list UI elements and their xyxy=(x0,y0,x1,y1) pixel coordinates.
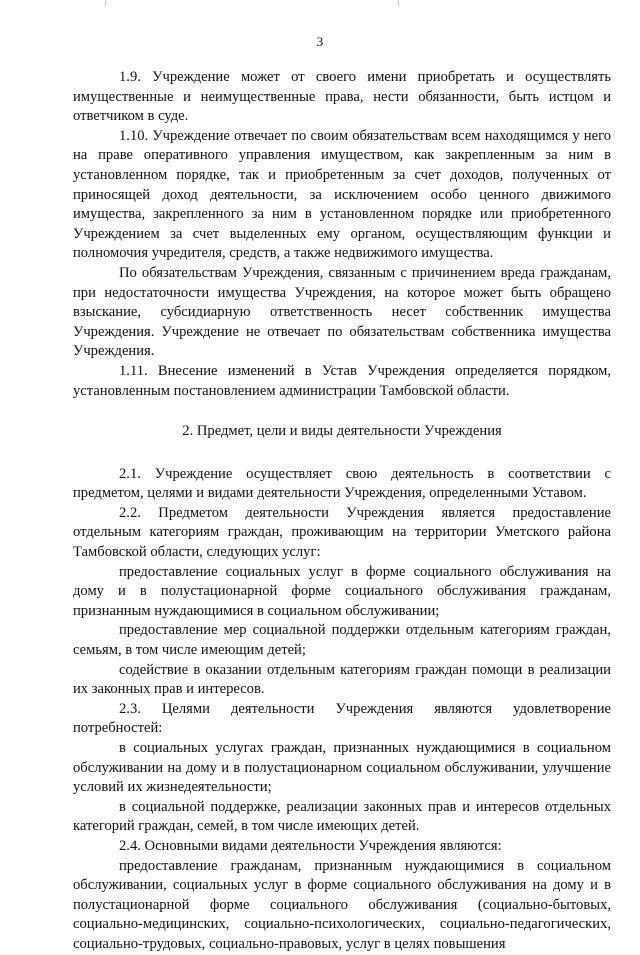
paragraph-2-2: 2.2. Предметом деятельности Учреждения является предоставление отдельным категориям граждан, проживающим на территории Уметского района Тамбовской области, следующих услуг: xyxy=(73,504,611,561)
list-item-assistance: содействие в оказании отдельным категориям граждан помощи в реализации их законных прав и интересов. xyxy=(73,661,611,698)
paragraph-1-10: 1.10. Учреждение отвечает по своим обязательствам всем находящимся у него на праве оперативного управления имуществом, как закрепленным за ним в установленном порядке, так и приобретенным за счет доходов, полученных от приносящей доход деятельности, за исключением особо ценного движимого имущества, закрепленного за ним в установленном порядке или приобретенного Учреждением за счет выделенных ему органом, осуществляющим функции и полномочия учредителя, средств, а также недвижимого имущества. xyxy=(73,127,611,262)
paragraph-subsidiary-liability: По обязательствам Учреждения, связанным с причинением вреда гражданам, при недостаточности имущества Учреждения, на которое может быть обращено взыскание, субсидиарную ответственность несет собственник имущества Учреждения. Учреждение не отвечает по обязательствам собственника имущества Учреждения. xyxy=(73,264,611,360)
section-heading: 2. Предмет, цели и виды деятельности Учреждения xyxy=(182,423,502,440)
list-item-support-measures: предоставление мер социальной поддержки отдельным категориям граждан, семьям, в том числе имеющим детей; xyxy=(73,622,611,659)
list-item-main-activity: предоставление гражданам, признанным нуждающимися в социальном обслуживании, социальных услуг в форме социального обслуживания на дому и в полустационарной форме социального обслуживания (социально-бытовых, социально-медицинских, социально-психологических, социально-педагогических, социально-трудовых, социально-правовых, услуг в целях повышения xyxy=(73,857,611,952)
list-item-social-services: предоставление социальных услуг в форме социального обслуживания на дому и в полустационарной форме социального обслуживания гражданам, признанным нуждающимися в социальном обслуживании; xyxy=(73,563,611,619)
paragraph-1-9: 1.9. Учреждение может от своего имени приобретать и осуществлять имущественные и неимущественные права, нести обязанности, быть истцом и ответчиком в суде. xyxy=(73,69,611,125)
paragraph-1-11: 1.11. Внесение изменений в Устав Учреждения определяется порядком, установленным постановлением администрации Тамбовской области. xyxy=(73,362,611,399)
document-body xyxy=(73,68,611,955)
list-item-social-services-needs: в социальных услугах граждан, признанных нуждающимися в социальном обслуживании на дому и в полустационарном социальном обслуживании, улучшение условий их жизнедеятельности; xyxy=(73,740,611,796)
paragraph-2-4: 2.4. Основными видами деятельности Учреждения являются: xyxy=(119,837,502,854)
paragraph-2-3: 2.3. Целями деятельности Учреждения являются удовлетворение потребностей: xyxy=(73,700,611,737)
page-number: 3 xyxy=(316,34,324,49)
paragraph-2-1: 2.1. Учреждение осуществляет свою деятельность в соответствии с предметом, целями и видами деятельности Учреждения, определенными Уставом. xyxy=(73,465,611,502)
scan-mark xyxy=(398,0,399,6)
list-item-social-support-needs: в социальной поддержке, реализации законных прав и интересов отдельных категорий граждан, семей, в том числе имеющих детей. xyxy=(73,798,611,835)
scan-mark xyxy=(105,0,106,6)
